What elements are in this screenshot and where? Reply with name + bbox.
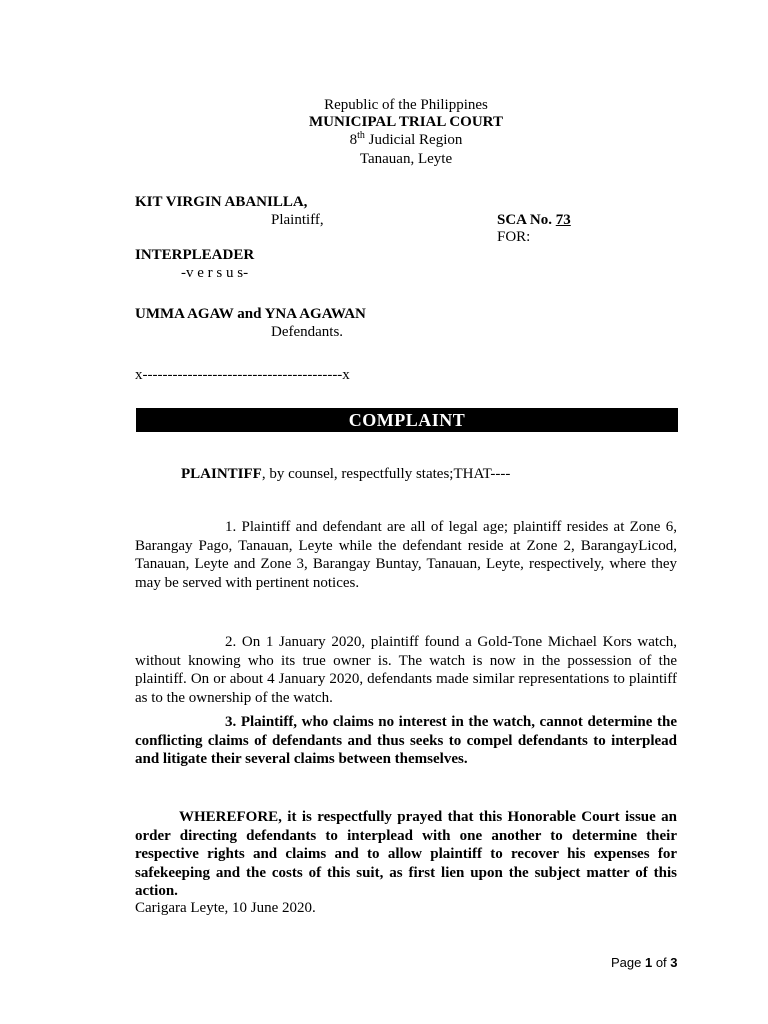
for-label: FOR: [497,229,531,245]
place-date: Carigara Leyte, 10 June 2020. [135,900,316,916]
caption-separator: x----------------------------------------x [135,367,350,383]
case-label: SCA No. [497,212,556,228]
complaint-title-bar: COMPLAINT [136,408,678,432]
prayer-text: WHEREFORE, it is respectfully prayed that this Honorable Court issue an order directing defendants to interplead with one another to determine their respective rights and claims and to allow plaintiff to recover his expenses for safekeeping and the costs of this suit, as first lien upon the subject matter of this action. [135,809,677,899]
header-court: MUNICIPAL TRIAL COURT [309,114,503,130]
header-place: Tanauan, Leyte [359,151,453,167]
paragraph-1-text: 1. Plaintiff and defendant are all of legal age; plaintiff resides at Zone 6, Barangay Pago, Tanauan, Leyte while the defendant reside at Zone 2, BarangayLicod, Tanauan, Leyte and Zone 3, Barangay Buntay, Tanauan, Leyte, respectively, where they may be served with pertinent notices. [135,519,677,591]
paragraph-3 [135,713,677,769]
intro-line [181,464,510,484]
intro-rest: , by counsel, respectfully states;THAT---- [261,466,511,482]
paragraph-3-text: 3. Plaintiff, who claims no interest in the watch, cannot determine the conflicting claims of defendants and thus seeks to compel defendants to interplead and litigate their several claims between themselves. [135,714,677,767]
page-current: 1 [644,955,653,970]
page-total: 3 [670,955,678,970]
plaintiff-name: KIT VIRGIN ABANILLA, [135,194,308,210]
page-indicator [611,955,678,971]
region-suffix: th [357,130,365,141]
defendants-names: UMMA AGAW and YNA AGAWAN [135,306,366,322]
case-number: 73 [555,212,571,228]
action-title: INTERPLEADER [135,247,255,263]
header-republic: Republic of the Philippines [324,97,488,113]
defendants-role: Defendants. [271,324,344,340]
prayer-paragraph [135,808,677,901]
intro-lead: PLAINTIFF [181,466,262,482]
region-number: 8 [349,132,358,148]
paragraph-2-text: 2. On 1 January 2020, plaintiff found a Gold-Tone Michael Kors watch, without knowing who its true owner is. The watch is now in the possession of the plaintiff. On or about 4 January 2020, defendants made similar representations to plaintiff as to the ownership of the watch. [135,634,677,706]
paragraph-2 [135,633,677,707]
paragraph-1 [135,518,677,592]
page-label: Page [611,955,645,970]
region-text: Judicial Region [364,132,463,148]
versus-text: -v e r s u s- [181,265,249,281]
plaintiff-role: Plaintiff, [271,212,324,228]
of-label: of [652,955,671,970]
header-region [0,130,768,150]
